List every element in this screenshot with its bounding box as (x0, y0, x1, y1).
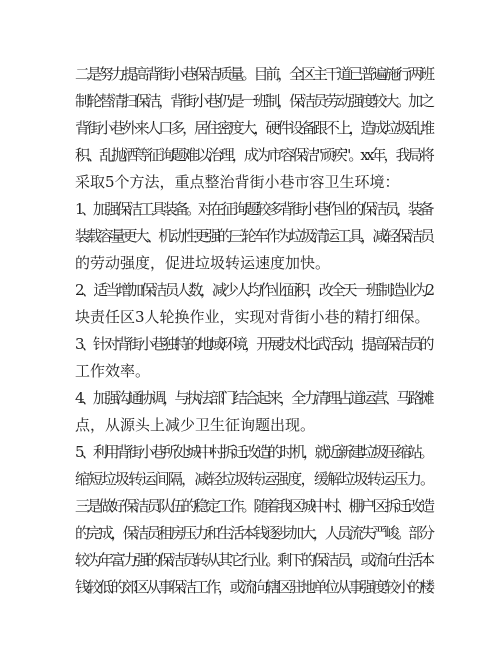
text-line: 的完成，保洁员租房压力和生活本钱逐步加大，人员流失严峻。部分 (75, 524, 432, 542)
text-line: 钱较低的郊区从事保洁工作，或流向辖区驻地单位从事强度较小的楼 (75, 578, 432, 596)
text-line: 1、加强保洁工具装备。对在征询题较多背街小巷作业的保洁员，装备 (75, 200, 432, 218)
text-line: 三是做好保洁员队伍的稳定工作。随着我区城中村、棚户区拆迁改造 (75, 497, 432, 515)
text-line: 5、利用背街小巷所处城中村拆迁改造的时机，就近新建垃圾压缩站。 (75, 443, 432, 461)
text-line: 缩短垃圾转运间隔，减轻垃圾转运强度，缓解垃圾转运压力。 (75, 470, 434, 488)
text-line: 采取5个方法，重点整治背街小巷市容卫生环境： (75, 173, 400, 191)
text-line: 装载容量更大、机动性更强的三轮车作为垃圾清运工具，减轻保洁员 (75, 227, 432, 245)
text-line: 二是努力提高背街小巷保洁质量。目前，全区主干道已普遍施行两班 (75, 65, 432, 83)
text-line: 制轮替清扫保洁，背街小巷仍是一班制，保洁员劳动强度较大。加之 (75, 92, 432, 110)
text-line: 较为年富力强的保洁员转从其它行业。剩下的保洁员，或流向生活本 (75, 551, 432, 569)
text-line: 3、针对背街小巷独特的地域环境，开展技术比武活动，提高保洁员的 (75, 335, 432, 353)
text-line: 点，从源头上减少卫生征询题出现。 (75, 416, 316, 434)
text-line: 的劳动强度，促进垃圾转运速度加快。 (75, 254, 331, 272)
text-line: 4、加强沟通协调，与执法部门结合起来，全力清理占道运营、马路摊 (75, 389, 432, 407)
text-line: 工作效率。 (75, 362, 151, 380)
text-line: 背街小巷外来人口多，居住密度大，硬件设备跟不上，造成垃圾乱堆 (75, 119, 432, 137)
text-line: 块责任区3人轮换作业，实现对背街小巷的精打细保。 (75, 308, 430, 326)
text-line: 积、乱抛洒等征询题难以治理，成为市容保洁"顽疾"。xx年，我局将 (75, 146, 432, 164)
text-line: 2、适当增加保洁员人数，减少人均作业面积，改全天一班制造业为2 (75, 281, 432, 299)
